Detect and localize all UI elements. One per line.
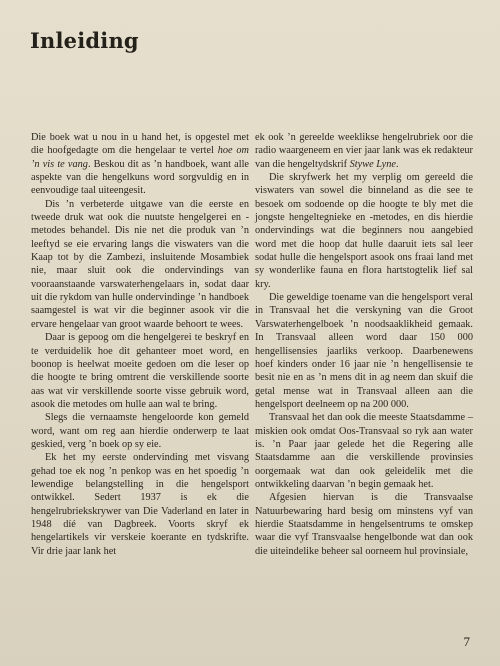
page-title: Inleiding bbox=[30, 28, 139, 53]
paragraph: Transvaal het dan ook die meeste Staatsdamme – miskien ook omdat Oos-Transvaal so ryk aan water is. ’n Paar jaar gelede het die Regering alle Staatsdamme aan die verskillende provinsies oorgemaak wat dan ook geleidelik met die ontwikkeling daarvan ’n begin gemaak het. bbox=[255, 412, 473, 490]
paragraph: Ek het my eerste ondervinding met visvang gehad toe ek nog ’n penkop was en het spoedig ’n lewendige belangstelling in die hengelsport ontwikkel. Sedert 1937 is ek die hengelrubriekskrywer van Die Vaderland en later in 1948 díé van Dagbreek. Voorts skryf ek hengelartikels vir verskeie koerante en tydskrifte. Vir drie jaar lank het bbox=[31, 452, 249, 557]
italic-text: hoe om ’n vis te vang bbox=[31, 145, 249, 170]
text-run: ek ook ’n gereelde weeklikse hengelrubriek oor die radio waargeneem en vier jaar lank was ek redakteur van die hengeltydskrif bbox=[255, 132, 473, 170]
paragraph bbox=[255, 131, 473, 171]
left-text-column bbox=[31, 131, 249, 558]
paragraph: Daar is gepoog om die hengelgerei te beskryf en te verduidelik hoe dit gehanteer moet word, en boonop is heelwat moeite gedoen om die leser op die hoogte te bring omtrent die verskillende soorte aas wat vir verskillende soorte visse gebruik word, asook die metodes om hulle aan wal te bring. bbox=[31, 332, 249, 410]
paragraph: Die geweldige toename van die hengelsport veral in Transvaal het die verskyning van die Groot Varswaterhengelboek ’n noodsaaklikheid gemaak. In Transvaal alleen word daar 150 000 hengellisensies jaarliks verkoop. Daarbenewens hoef kinders onder 16 jaar nie ’n hengellisensie te besit nie en as ’n mens dit in ag neem dan skuif die getal mense wat in Transvaal alleen aan die hengelsport deelneem op na 200 000. bbox=[255, 292, 473, 410]
text-run: . Beskou dit as ’n handboek, want alle aspekte van die hengelkuns word sorgvuldig en in eenvoudige taal uiteengesit. bbox=[31, 158, 249, 197]
text-run: . bbox=[395, 158, 399, 170]
paragraph: Slegs die vernaamste hengeloorde kon gemeld word, want om reg aan hierdie onderwerp te laat geskied, verg ’n boek op sy eie. bbox=[31, 412, 249, 450]
right-text-column bbox=[255, 131, 473, 558]
paragraph: Dis ’n verbeterde uitgawe van die eerste en tweede druk wat ook die nuutste hengelgerei en -metodes behandel. Dis nie net die produk van ’n leeftyd se eie ervaring langs die viswaters van die Kaap tot by die Zambezi, insluitende Mosambiek nie, maar sluit ook die ondervindings van vooraanstaande varswaterhengelaars in, sodat daar uit die rykdom van hulle ondervindinge ’n handboek saamgestel is wat vir die beginner asook vir die ervare hengelaar van groot waarde behoort te wees. bbox=[31, 198, 249, 330]
page-number: 7 bbox=[463, 634, 470, 649]
paragraph bbox=[31, 131, 249, 198]
paragraph: Afgesien hiervan is die Transvaalse Natuurbewaring hard besig om minstens vyf van hierdie Staatsdamme in hengelsentrums te omskep waar die vyf Transvaalse hengelbonde wat dan ook die uiteindelike beheer sal oorneem hul provinsiale, bbox=[255, 492, 473, 557]
text-run: Die boek wat u nou in u hand het, is opgestel met die hoofgedagte om die hengelaar te vertel bbox=[31, 132, 249, 157]
italic-text: Stywe Lyne bbox=[349, 158, 396, 170]
paragraph: Die skryfwerk het my verplig om gereeld die viswaters van sowel die binneland as die see te besoek om sodoende op die hoogte te bly met die jongste hengeltegnieke en -metodes, en dis hierdie ondervindings wat die beginners nou aangebied word met die hoop dat hulle daaruit iets sal leer sodat hulle die hengelsport asook ons fraai land met sy wonderlike fauna en flora hartstogtelik lief sal kry. bbox=[255, 172, 473, 290]
